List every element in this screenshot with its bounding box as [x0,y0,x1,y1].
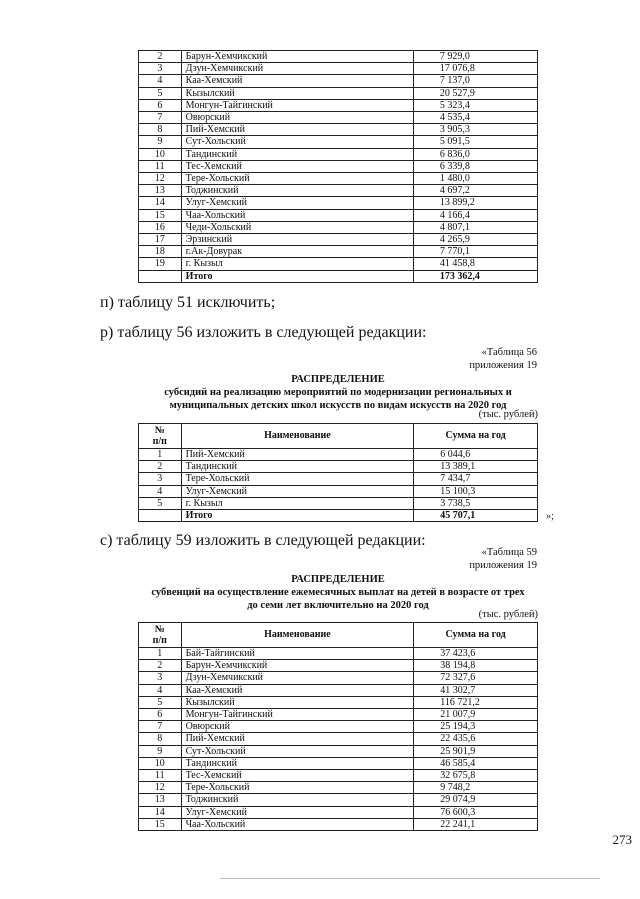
top-table-body [139,51,538,283]
total-label: Итого [181,510,414,522]
row-number: 19 [139,258,182,270]
row-name: Пий-Хемский [181,124,413,136]
row-amount: 7 137,0 [413,75,537,87]
table-row [139,112,538,124]
row-amount: 116 721,2 [414,696,538,708]
table-row [139,696,538,708]
row-amount: 41 458,8 [413,258,537,270]
table59-reference [469,546,537,572]
row-name: Пий-Хемский [181,449,414,461]
top-distribution-table [138,50,538,283]
row-amount: 20 527,9 [413,87,537,99]
row-number: 5 [139,87,182,99]
table-row [139,709,538,721]
table-row [139,173,538,185]
row-number: 3 [139,672,182,684]
row-name: Чеди-Хольский [181,221,413,233]
row-amount: 7 770,1 [413,246,537,258]
table59-ref-line2: приложения 19 [469,560,537,571]
row-amount: 32 675,8 [414,770,538,782]
row-number: 6 [139,709,182,721]
row-name: Дзун-Хемчикский [181,63,413,75]
table-row [139,660,538,672]
row-number: 14 [139,806,182,818]
row-number: 11 [139,160,182,172]
table59-col-number-line1: № [154,623,165,635]
row-amount: 13 899,2 [413,197,537,209]
total-row [139,510,538,522]
table-row [139,51,538,63]
row-number: 8 [139,733,182,745]
row-amount: 3 738,5 [414,497,538,509]
table56-ref-line2: приложения 19 [469,360,537,371]
row-name: Чаа-Хольский [181,818,414,830]
row-name: Улуг-Хемский [181,485,414,497]
table56-closing-quote: »; [546,511,554,522]
table-row [139,75,538,87]
row-number: 12 [139,782,182,794]
table59-units: (тыс. рублей) [478,609,538,620]
row-number: 5 [139,497,182,509]
row-amount: 46 585,4 [414,757,538,769]
table-row [139,745,538,757]
row-name: Тере-Хольский [181,173,413,185]
row-name: Улуг-Хемский [181,806,414,818]
table-row [139,136,538,148]
row-number: 18 [139,246,182,258]
table56-reference [469,346,537,372]
table56-col-number-line2: п/п [152,436,167,447]
row-amount: 13 389,1 [414,461,538,473]
row-number: 1 [139,648,182,660]
row-amount: 25 901,9 [414,745,538,757]
scan-edge-line [220,878,600,879]
row-name: Дзун-Хемчикский [181,672,414,684]
row-name: Улуг-Хемский [181,197,413,209]
table56-body [139,449,538,522]
row-amount: 17 076,8 [413,63,537,75]
table56-units: (тыс. рублей) [478,409,538,420]
amendment-item-s: с) таблицу 59 изложить в следующей редакции: [100,532,426,549]
row-name: Бай-Тайгинский [181,648,414,660]
row-name: Тере-Хольский [181,782,414,794]
row-amount: 1 480,0 [413,173,537,185]
row-name: Каа-Хемский [181,75,413,87]
table-row [139,733,538,745]
row-name: г.Ак-Довурак [181,246,413,258]
table56-col-number-line1: № [154,424,165,436]
table56-ref-line1: «Таблица 56 [481,347,537,358]
table59-subtitle-line2: до семи лет включительно на 2020 год [247,600,429,611]
row-amount: 22 241,1 [414,818,538,830]
row-name: г. Кызыл [181,258,413,270]
row-name: Тес-Хемский [181,770,414,782]
total-amount: 45 707,1 [414,510,538,522]
row-number: 16 [139,221,182,233]
row-number: 10 [139,757,182,769]
row-number: 12 [139,173,182,185]
table-row [139,221,538,233]
table-row [139,234,538,246]
row-amount: 21 007,9 [414,709,538,721]
table56-subtitle-line2: муниципальных детских школ искусств по видам искусств на 2020 год [169,400,507,411]
table59-heading [138,573,538,612]
row-name: Овюрский [181,112,413,124]
total-amount: 173 362,4 [413,270,537,282]
table59-title: РАСПРЕДЕЛЕНИЕ [291,574,385,585]
row-amount: 15 100,3 [414,485,538,497]
row-amount: 7 929,0 [413,51,537,63]
row-name: Тере-Хольский [181,473,414,485]
table-row [139,148,538,160]
row-name: Тес-Хемский [181,160,413,172]
total-row [139,270,538,282]
table-row [139,246,538,258]
row-amount: 6 339,8 [413,160,537,172]
table56 [138,423,538,522]
total-number-cell [139,270,182,282]
table-row [139,87,538,99]
row-number: 2 [139,461,182,473]
row-number: 4 [139,684,182,696]
row-number: 2 [139,660,182,672]
row-amount: 29 074,9 [414,794,538,806]
table-row [139,461,538,473]
row-number: 4 [139,75,182,87]
row-number: 17 [139,234,182,246]
row-amount: 4 535,4 [413,112,537,124]
table59-ref-line1: «Таблица 59 [481,547,537,558]
table-row [139,124,538,136]
table-row [139,485,538,497]
row-name: Овюрский [181,721,414,733]
table56-heading [138,373,538,412]
row-name: г. Кызыл [181,497,414,509]
row-number: 2 [139,51,182,63]
row-number: 5 [139,696,182,708]
table56-col-sum: Сумма на год [414,424,538,449]
row-name: Монгун-Тайгинский [181,709,414,721]
row-amount: 9 748,2 [414,782,538,794]
row-amount: 76 600,3 [414,806,538,818]
row-name: Сут-Хольский [181,136,413,148]
table-row [139,782,538,794]
row-name: Тоджинский [181,794,414,806]
table-row [139,770,538,782]
table56-col-number [139,424,182,449]
row-amount: 72 327,6 [414,672,538,684]
row-number: 15 [139,209,182,221]
table59-col-sum: Сумма на год [414,623,538,648]
row-number: 3 [139,63,182,75]
row-name: Тандинский [181,148,413,160]
table-row [139,258,538,270]
row-number: 14 [139,197,182,209]
row-amount: 6 836,0 [413,148,537,160]
table-row [139,794,538,806]
table59-header-row [139,623,538,648]
row-name: Эрзинский [181,234,413,246]
row-amount: 4 265,9 [413,234,537,246]
total-number-cell [139,510,182,522]
row-number: 15 [139,818,182,830]
row-name: Тандинский [181,461,414,473]
row-number: 11 [139,770,182,782]
row-amount: 4 697,2 [413,185,537,197]
row-amount: 22 435,6 [414,733,538,745]
page-number: 273 [612,832,632,847]
row-name: Пий-Хемский [181,733,414,745]
row-amount: 38 194,8 [414,660,538,672]
row-amount: 37 423,6 [414,648,538,660]
row-name: Кызылский [181,87,413,99]
row-number: 7 [139,721,182,733]
row-name: Сут-Хольский [181,745,414,757]
row-amount: 6 044,6 [414,449,538,461]
row-name: Кызылский [181,696,414,708]
row-name: Тоджинский [181,185,413,197]
table-row [139,721,538,733]
row-number: 8 [139,124,182,136]
table56-title: РАСПРЕДЕЛЕНИЕ [291,374,385,385]
table-row [139,648,538,660]
table-row [139,818,538,830]
row-name: Барун-Хемчикский [181,660,414,672]
row-amount: 41 302,7 [414,684,538,696]
row-name: Барун-Хемчикский [181,51,413,63]
table-row [139,806,538,818]
row-number: 6 [139,99,182,111]
table59-col-number-line2: п/п [152,635,167,646]
row-number: 9 [139,136,182,148]
row-amount: 5 091,5 [413,136,537,148]
row-amount: 4 166,4 [413,209,537,221]
row-number: 9 [139,745,182,757]
row-amount: 4 807,1 [413,221,537,233]
table56-header-row [139,424,538,449]
table-row [139,185,538,197]
table-row [139,160,538,172]
table-row [139,473,538,485]
amendment-item-p: п) таблицу 51 исключить; [100,294,276,311]
table56-col-name: Наименование [181,424,414,449]
row-name: Каа-Хемский [181,684,414,696]
table-row [139,63,538,75]
row-number: 4 [139,485,182,497]
row-name: Монгун-Тайгинский [181,99,413,111]
row-amount: 25 194,3 [414,721,538,733]
table-row [139,497,538,509]
table59-col-name: Наименование [181,623,414,648]
table-row [139,197,538,209]
table59-col-number [139,623,182,648]
table-row [139,757,538,769]
row-number: 13 [139,794,182,806]
row-amount: 3 905,3 [413,124,537,136]
row-number: 10 [139,148,182,160]
table-row [139,684,538,696]
table59-subtitle-line1: субвенций на осуществление ежемесячных выплат на детей в возрасте от трех [151,587,525,598]
total-label: Итого [181,270,413,282]
row-amount: 7 434,7 [414,473,538,485]
row-name: Тандинский [181,757,414,769]
row-amount: 5 323,4 [413,99,537,111]
table59 [138,622,538,831]
table59-body [139,648,538,831]
row-number: 7 [139,112,182,124]
table-row [139,672,538,684]
row-name: Чаа-Хольский [181,209,413,221]
table56-subtitle-line1: субсидий на реализацию мероприятий по модернизации региональных и [164,387,512,398]
table-row [139,449,538,461]
row-number: 3 [139,473,182,485]
row-number: 1 [139,449,182,461]
table-row [139,209,538,221]
table-row [139,99,538,111]
row-number: 13 [139,185,182,197]
amendment-item-r: р) таблицу 56 изложить в следующей редакции: [100,324,427,341]
